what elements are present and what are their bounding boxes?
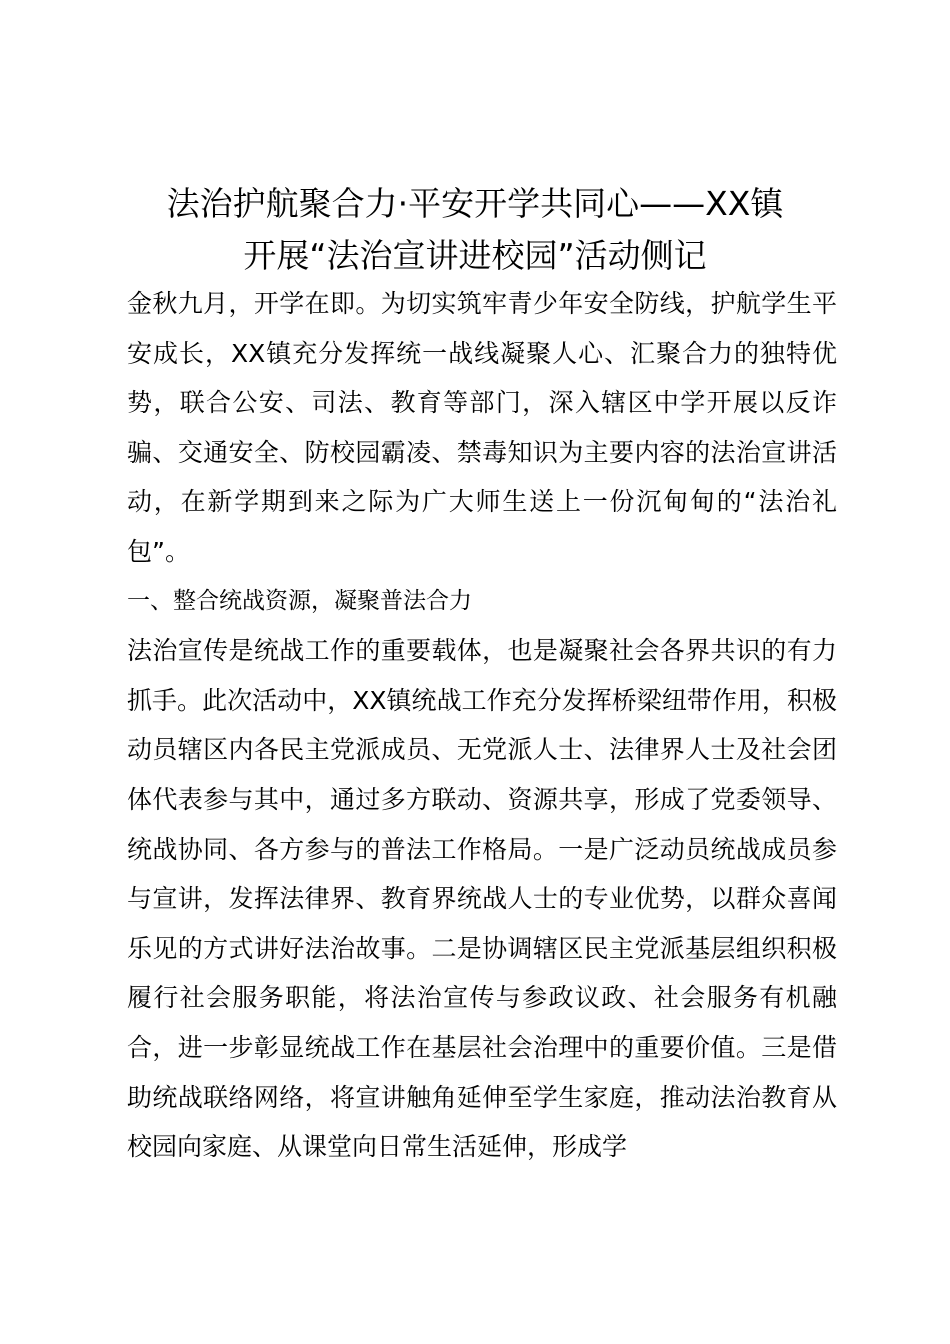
section-1-paragraph: 法治宣传是统战工作的重要载体，也是凝聚社会各界共识的有力抓手。此次活动中，XX镇统战工作充分发挥桥梁纽带作用，积极动员辖区内各民主党派成员、无党派人士、法律界人士及社会团体代表参与其中，通过多方联动、资源共享，形成了党委领导、统战协同、各方参与的普法工作格局。一是广泛动员统战成员参与宣讲，发挥法律界、教育界统战人士的专业优势，以群众喜闻乐见的方式讲好法治故事。二是协调辖区民主党派基层组织积极履行社会服务职能，将法治宣传与参政议政、社会服务有机融合，进一步彰显统战工作在基层社会治理中的重要价值。三是借助统战联络网络，将宣讲触角延伸至学生家庭，推动法治教育从校园向家庭、从课堂向日常生活延伸，形成学 <box>127 636 837 1162</box>
title-line-1: 法治护航聚合力·平安开学共同心——XX镇 <box>166 184 784 223</box>
section-heading-1: 一、整合统战资源，凝聚普法合力 <box>127 587 472 614</box>
title-line-2: 开展“法治宣讲进校园”活动侧记 <box>243 236 707 275</box>
document-title <box>120 178 830 282</box>
intro-paragraph: 金秋九月，开学在即。为切实筑牢青少年安全防线，护航学生平安成长，XX镇充分发挥统一战线凝聚人心、汇聚合力的独特优势，联合公安、司法、教育等部门，深入辖区中学开展以反诈骗、交通安全、防校园霸凌、禁毒知识为主要内容的法治宣讲活动，在新学期到来之际为广大师生送上一份沉甸甸的“法治礼包”。 <box>127 289 837 566</box>
document-body <box>127 279 837 1172</box>
